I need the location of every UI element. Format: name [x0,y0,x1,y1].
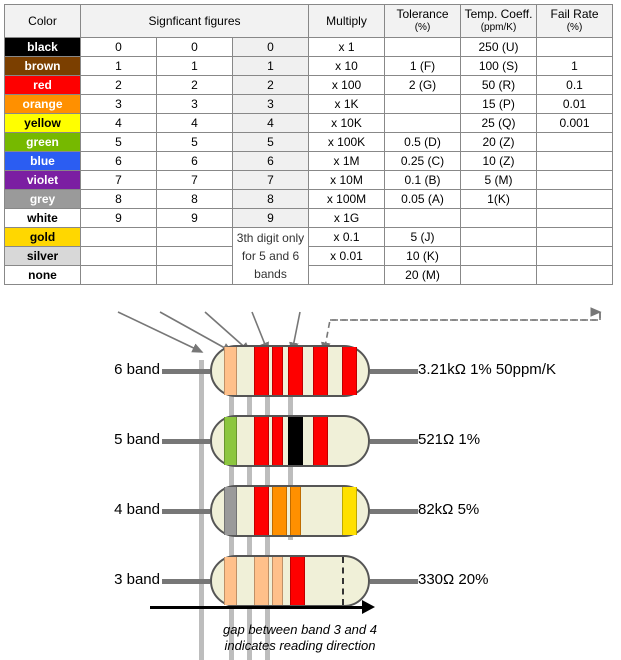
lead-left [162,369,210,374]
table-row [5,209,613,228]
lead-right [370,369,418,374]
tolerance-cell: 1 (F) [385,57,461,76]
color-name-cell: orange [5,95,81,114]
tolerance-cell [385,209,461,228]
color-band-2 [254,557,269,605]
significant-digit-cell [157,228,233,247]
significant-digit-cell: 8 [157,190,233,209]
significant-digit-cell: 5 [233,133,309,152]
significant-digit-cell: 3 [233,95,309,114]
temp-coeff-cell [461,247,537,266]
band-count-label: 4 band [114,501,160,518]
resistor-diagram [0,300,621,658]
significant-digit-cell: 4 [81,114,157,133]
fail-rate-cell [537,209,613,228]
table-row [5,114,613,133]
tolerance-cell: 20 (M) [385,266,461,285]
tolerance-cell: 0.05 (A) [385,190,461,209]
multiply-cell: x 10M [309,171,385,190]
color-name-cell: silver [5,247,81,266]
header-tolerance [385,5,461,38]
multiply-cell: x 0.1 [309,228,385,247]
header-temp-label: Temp. Coeff. [464,7,533,21]
resistor-1 [190,345,390,397]
caption-line-2: indicates reading direction [224,638,376,653]
significant-digit-cell [157,266,233,285]
caption-line-1: gap between band 3 and 4 [223,622,377,637]
multiply-cell [309,266,385,285]
lead-right [370,579,418,584]
significant-digit-cell [81,266,157,285]
reading-direction-line [150,606,365,609]
fail-rate-cell [537,266,613,285]
resistor-value-label: 521Ω 1% [418,431,481,448]
table-row [5,190,613,209]
significant-digit-cell [81,228,157,247]
header-multiply: Multiply [309,5,385,38]
tolerance-cell: 0.25 (C) [385,152,461,171]
color-band-4 [288,347,303,395]
significant-digit-cell: 1 [233,57,309,76]
color-band-3 [272,347,283,395]
table-row [5,76,613,95]
color-band-5 [342,487,357,535]
significant-digit-cell: 7 [233,171,309,190]
fail-rate-cell [537,38,613,57]
resistor-value-label: 330Ω 20% [418,571,489,588]
table-row [5,57,613,76]
color-band-1 [224,417,237,465]
color-band-3 [272,487,287,535]
table-row [5,95,613,114]
color-band-6 [342,347,357,395]
resistor-value-label: 82kΩ 5% [418,501,480,518]
significant-digit-cell: 1 [157,57,233,76]
tolerance-cell: 2 (G) [385,76,461,95]
temp-coeff-cell: 5 (M) [461,171,537,190]
color-name-cell: brown [5,57,81,76]
table-row [5,228,613,247]
color-name-cell: grey [5,190,81,209]
significant-digit-cell: 7 [157,171,233,190]
lead-left [162,509,210,514]
multiply-cell: x 10K [309,114,385,133]
fail-rate-cell: 0.001 [537,114,613,133]
table-row [5,133,613,152]
multiply-cell: x 10 [309,57,385,76]
lead-right [370,439,418,444]
resistor-4 [190,555,390,607]
fail-rate-cell [537,228,613,247]
band-count-label: 5 band [114,431,160,448]
temp-coeff-cell: 250 (U) [461,38,537,57]
multiply-cell: x 1M [309,152,385,171]
header-color: Color [5,5,81,38]
color-band-3 [272,417,283,465]
temp-coeff-cell: 10 (Z) [461,152,537,171]
significant-digit-cell: 5 [81,133,157,152]
temp-coeff-cell: 100 (S) [461,57,537,76]
header-temp-coeff [461,5,537,38]
color-band-4 [290,557,305,605]
reading-direction-arrow-icon [362,600,375,614]
significant-digit-cell: 1 [81,57,157,76]
color-band-3 [272,557,283,605]
multiply-cell: x 100M [309,190,385,209]
third-digit-note-cell: 3th digit only for 5 and 6 bands [233,228,309,285]
fail-rate-cell [537,171,613,190]
header-tolerance-unit: (%) [414,22,431,33]
temp-coeff-cell: 25 (Q) [461,114,537,133]
table-row [5,152,613,171]
color-name-cell: gold [5,228,81,247]
header-temp-unit: (ppm/K) [480,22,517,33]
tolerance-cell [385,95,461,114]
significant-digit-cell: 4 [157,114,233,133]
significant-digit-cell: 3 [81,95,157,114]
significant-digit-cell [157,247,233,266]
color-name-cell: yellow [5,114,81,133]
significant-digit-cell: 8 [81,190,157,209]
tolerance-cell: 5 (J) [385,228,461,247]
lead-left [162,439,210,444]
multiply-cell: x 100K [309,133,385,152]
significant-digit-cell: 9 [157,209,233,228]
color-band-1 [224,557,237,605]
color-name-cell: white [5,209,81,228]
resistor-3 [190,485,390,537]
resistor-color-code-table [4,4,613,285]
header-significant-figures: Signficant figures [81,5,309,38]
multiply-cell: x 0.01 [309,247,385,266]
resistor-2 [190,415,390,467]
color-name-cell: violet [5,171,81,190]
band-count-label: 3 band [114,571,160,588]
temp-coeff-cell: 50 (R) [461,76,537,95]
tolerance-cell [385,38,461,57]
significant-digit-cell: 4 [233,114,309,133]
table-row [5,247,613,266]
color-band-4 [290,487,301,535]
lead-right [370,509,418,514]
header-fail-unit: (%) [566,22,583,33]
significant-digit-cell: 6 [157,152,233,171]
color-band-2 [254,487,269,535]
significant-digit-cell: 2 [157,76,233,95]
temp-coeff-cell [461,209,537,228]
color-name-cell: green [5,133,81,152]
multiply-cell: x 1G [309,209,385,228]
header-fail-label: Fail Rate [550,7,599,21]
significant-digit-cell: 2 [233,76,309,95]
header-fail-rate [537,5,613,38]
reading-direction-caption [150,622,450,654]
tolerance-cell: 10 (K) [385,247,461,266]
color-band-5 [313,417,328,465]
tolerance-cell [385,114,461,133]
color-band-2 [254,347,269,395]
significant-digit-cell: 0 [81,38,157,57]
color-name-cell: blue [5,152,81,171]
fail-rate-cell: 1 [537,57,613,76]
significant-digit-cell: 8 [233,190,309,209]
significant-digit-cell: 6 [233,152,309,171]
color-name-cell: black [5,38,81,57]
table-row [5,38,613,57]
multiply-cell: x 100 [309,76,385,95]
header-tolerance-label: Tolerance [396,7,449,21]
color-name-cell: none [5,266,81,285]
color-band-5 [313,347,328,395]
band-gap-indicator [342,557,344,605]
fail-rate-cell [537,152,613,171]
significant-digit-cell: 0 [157,38,233,57]
significant-digit-cell [81,247,157,266]
temp-coeff-cell [461,266,537,285]
multiply-cell: x 1K [309,95,385,114]
tolerance-cell: 0.1 (B) [385,171,461,190]
band-count-label: 6 band [114,361,160,378]
fail-rate-cell: 0.01 [537,95,613,114]
significant-digit-cell: 9 [81,209,157,228]
multiply-cell: x 1 [309,38,385,57]
table-row [5,171,613,190]
color-band-4 [288,417,303,465]
color-name-cell: red [5,76,81,95]
fail-rate-cell [537,190,613,209]
table-header-row [5,5,613,38]
significant-digit-cell: 9 [233,209,309,228]
resistor-value-label: 3.21kΩ 1% 50ppm/K [418,361,556,378]
temp-coeff-cell: 15 (P) [461,95,537,114]
table-row [5,266,613,285]
significant-digit-cell: 2 [81,76,157,95]
temp-coeff-cell [461,228,537,247]
fail-rate-cell [537,133,613,152]
fail-rate-cell: 0.1 [537,76,613,95]
significant-digit-cell: 7 [81,171,157,190]
significant-digit-cell: 6 [81,152,157,171]
significant-digit-cell: 3 [157,95,233,114]
color-band-1 [224,347,237,395]
temp-coeff-cell: 20 (Z) [461,133,537,152]
color-band-2 [254,417,269,465]
fail-rate-cell [537,247,613,266]
temp-coeff-cell: 1(K) [461,190,537,209]
significant-digit-cell: 0 [233,38,309,57]
tolerance-cell: 0.5 (D) [385,133,461,152]
significant-digit-cell: 5 [157,133,233,152]
color-band-1 [224,487,237,535]
lead-left [162,579,210,584]
